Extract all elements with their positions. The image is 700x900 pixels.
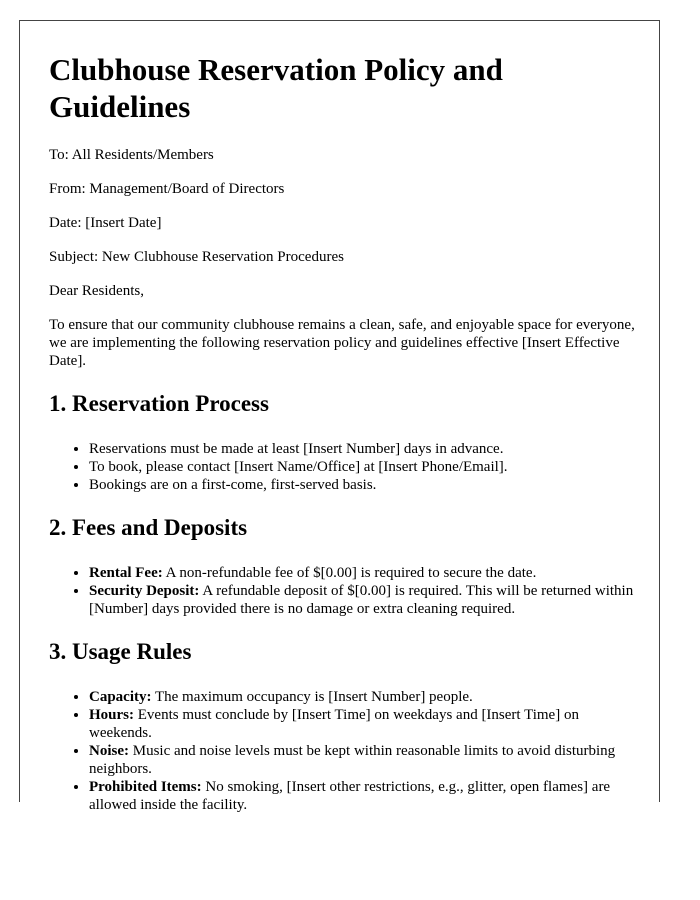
list-item (89, 582, 639, 618)
section-heading-fees-deposits: 2. Fees and Deposits (49, 515, 248, 540)
section-heading-reservation-process: 1. Reservation Process (49, 391, 269, 416)
intro-paragraph: To ensure that our community clubhouse remains a clean, safe, and enjoyable space for everyone, we are implementing the following reservation policy and guidelines effective [Insert Effective Date]. (49, 317, 635, 369)
usage-rules-list (49, 688, 639, 814)
document-content (49, 51, 639, 814)
item-text: A refundable deposit of $[0.00] is required. This will be returned within [Number] days provided there is no damage or extra cleaning required. (89, 583, 634, 617)
list-item (89, 476, 639, 494)
memo-date: Date: [Insert Date] (49, 215, 162, 231)
reservation-process-list (49, 440, 639, 494)
list-item (89, 688, 639, 706)
list-item (89, 778, 639, 814)
item-text: No smoking, [Insert other restrictions, e.g., glitter, open flames] are allowed inside the facility. (89, 779, 611, 813)
list-item (89, 706, 639, 742)
item-label: Noise: (89, 743, 129, 759)
salutation: Dear Residents, (49, 283, 144, 299)
item-text: A non-refundable fee of $[0.00] is required to secure the date. (162, 565, 537, 581)
document-title: Clubhouse Reservation Policy and Guidelines (49, 52, 503, 124)
list-item (89, 742, 639, 778)
section-heading-usage-rules: 3. Usage Rules (49, 639, 192, 664)
item-text: The maximum occupancy is [Insert Number] people. (151, 689, 473, 705)
memo-subject: Subject: New Clubhouse Reservation Procedures (49, 249, 344, 265)
list-item (89, 458, 639, 476)
item-label: Prohibited Items: (89, 779, 202, 795)
item-text: To book, please contact [Insert Name/Office] at [Insert Phone/Email]. (89, 459, 508, 475)
item-text: Bookings are on a first-come, first-served basis. (89, 477, 377, 493)
fees-deposits-list (49, 564, 639, 618)
item-text: Events must conclude by [Insert Time] on weekdays and [Insert Time] on weekends. (89, 707, 579, 741)
item-label: Rental Fee: (89, 565, 163, 581)
item-label: Security Deposit: (89, 583, 200, 599)
document-page (19, 20, 660, 813)
list-item (89, 440, 639, 458)
item-label: Hours: (89, 707, 134, 723)
item-text: Reservations must be made at least [Insert Number] days in advance. (89, 441, 504, 457)
memo-from: From: Management/Board of Directors (49, 181, 285, 197)
list-item (89, 564, 639, 582)
item-label: Capacity: (89, 689, 152, 705)
memo-to: To: All Residents/Members (49, 147, 214, 163)
item-text: Music and noise levels must be kept within reasonable limits to avoid disturbing neighbors. (89, 743, 616, 777)
